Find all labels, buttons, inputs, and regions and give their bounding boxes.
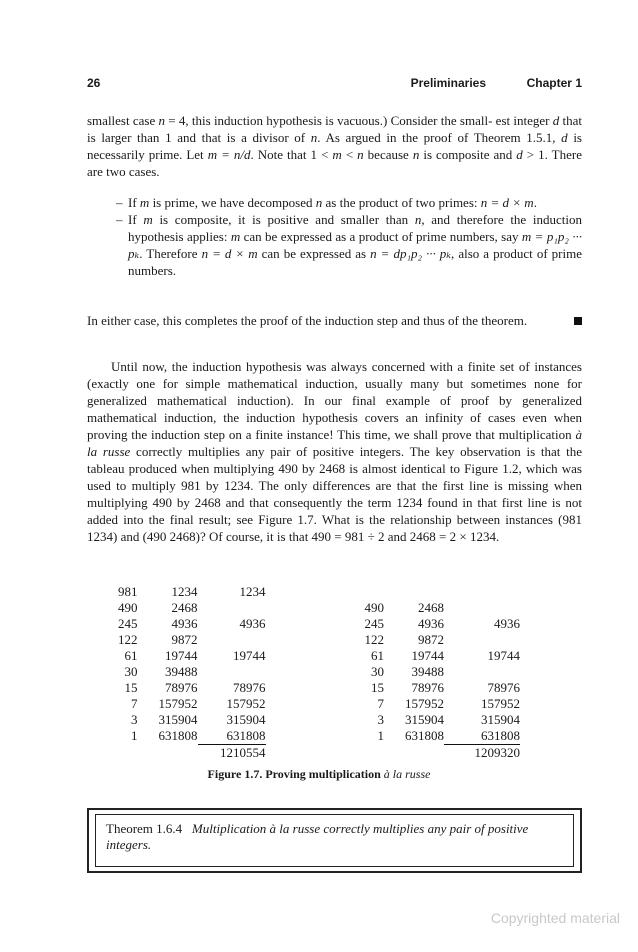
table-cell: 315904 (481, 712, 520, 727)
conclusion-paragraph: In either case, this completes the proof of the induction step and thus of the theorem. (87, 312, 582, 329)
table-cell: 7 (377, 696, 384, 711)
table-cell: 39488 (411, 664, 444, 679)
table-cell: 3 (131, 712, 138, 727)
table-row (118, 696, 266, 712)
table-cell (198, 600, 266, 616)
table-cell: 39488 (165, 664, 198, 679)
table-row (118, 728, 266, 745)
table-cell: 78976 (165, 680, 198, 695)
table-row (356, 696, 520, 712)
theorem-label: Theorem 1.6.4 (106, 821, 183, 836)
table-cell: 157952 (405, 696, 444, 711)
table-cell: 315904 (405, 712, 444, 727)
table-cell: 78976 (487, 680, 520, 695)
page-header (87, 76, 582, 96)
table-cell-empty (138, 745, 198, 762)
table-row (356, 664, 520, 680)
table-cell-empty (356, 745, 384, 762)
table-row (356, 728, 520, 745)
table-cell: 631808 (444, 728, 520, 745)
table-row (356, 648, 520, 664)
table-cell: 245 (364, 616, 384, 631)
section-title: Preliminaries (410, 76, 486, 90)
case-item: – If m is composite, it is positive and smaller than n, and therefore the induction hypothesis applies: m can be expressed as a product of prime numbers, say m = p₁p₂ ··· pₖ. Therefore n = d × m can be expressed as n = dp₁p₂ ··· pₖ, also a product of prime numbers. (116, 212, 582, 278)
table-row (356, 712, 520, 728)
table-cell: 2468 (171, 600, 198, 615)
table-cell: 19744 (165, 648, 198, 663)
table-cell: 1234 (239, 584, 266, 599)
table-row (118, 584, 266, 600)
table-cell (198, 664, 266, 680)
theorem-text: Multiplication à la russe correctly multiplies any pair of positive integers. (106, 821, 529, 852)
table-cell: 631808 (198, 728, 266, 745)
table-cell: 122 (364, 632, 384, 647)
table-row (118, 712, 266, 728)
qed-box-icon (574, 317, 582, 325)
table-cell: 3 (377, 712, 384, 727)
table-cell: 157952 (481, 696, 520, 711)
table-total-row (356, 745, 520, 762)
table-row (118, 600, 266, 616)
table-cell: 631808 (405, 728, 444, 744)
table-cell (444, 664, 520, 680)
table-cell: 78976 (233, 680, 266, 695)
top-paragraph: smallest case n = 4, this induction hypothesis is vacuous.) Consider the small- est integer d that is larger than 1 and that is a divisor of n. As argued in the proof of Theorem 1.5.1, d is necessarily prime. Let m = n/d. Note that 1 < m < n because n is composite and d > 1. There are two cases. (87, 113, 583, 179)
table-cell: 4936 (494, 616, 520, 631)
table-total-row (118, 745, 266, 762)
table-row (356, 616, 520, 632)
table-row (356, 600, 520, 616)
case-item: – If m is prime, we have decomposed n as the product of two primes: n = d × m. (116, 195, 537, 210)
table-cell: 9872 (171, 632, 198, 647)
main-paragraph: Until now, the induction hypothesis was always concerned with a finite set of instances (exactly one for simple mathematical induction, usually many but sometimes none for generalized mathematical induction). In our final example of proof by generalized mathematical induction, the induction hypothesis covers an infinity of cases even when proving the induction step on a finite instance! This time, we shall prove that multiplication à la russe correctly multiplies any pair of positive integers. The key observation is that the tableau produced when multiplying 490 by 2468 is almost identical to Figure 1.2, which was used to multiply 981 by 1234. The only differences are that the first line is missing when multiplying 490 by 2468 and that consequently the term 1234 found in that first line is not added into the final result; see Figure 1.7. What is the relationship between instances (981 1234) and (490 2468)? Of course, it is that 490 = 981 ÷ 2 and 2468 = 2 × 1234. (87, 359, 583, 544)
copyright-watermark: Copyrighted material (490, 910, 620, 926)
table-row (118, 616, 266, 632)
table-cell: 19744 (411, 648, 444, 663)
table-cell: 490 (118, 600, 138, 615)
table-cell: 61 (371, 648, 384, 663)
table-cell: 157952 (226, 696, 266, 711)
table-cell: 315904 (226, 712, 266, 727)
table-cell: 2468 (418, 600, 444, 615)
table-cell: 4936 (239, 616, 266, 631)
page-number: 26 (87, 76, 101, 90)
proof-continuation (87, 112, 582, 180)
multiplication-table-left (118, 584, 266, 761)
table-cell: 61 (124, 648, 138, 663)
table-cell (444, 632, 520, 648)
table-cell: 7 (131, 696, 138, 711)
table-cell: 315904 (158, 712, 198, 727)
table-row (118, 648, 266, 664)
table-cell: 245 (118, 616, 138, 631)
table-cell: 981 (118, 584, 138, 599)
table-cell: 78976 (411, 680, 444, 695)
table-cell: 157952 (158, 696, 198, 711)
table-cell: 1234 (171, 584, 198, 599)
table-row (118, 664, 266, 680)
table-total: 1210554 (220, 745, 266, 760)
table-cell: 1 (131, 728, 138, 744)
table-total: 1209320 (474, 745, 520, 760)
table-cell: 122 (118, 632, 138, 647)
table-cell: 15 (371, 680, 384, 695)
table-row (356, 680, 520, 696)
table-cell (444, 600, 520, 616)
table-cell: 631808 (158, 728, 198, 744)
table-cell: 15 (124, 680, 138, 695)
table-cell: 30 (371, 664, 384, 679)
chapter-title: Chapter 1 (526, 76, 582, 90)
case-list (110, 194, 582, 279)
table-cell: 30 (124, 664, 138, 679)
table-row (118, 632, 266, 648)
table-cell: 19744 (233, 648, 266, 663)
table-cell: 9872 (418, 632, 444, 647)
table-cell (198, 632, 266, 648)
table-row (118, 680, 266, 696)
table-row (356, 632, 520, 648)
figure-caption: Figure 1.7. Proving multiplication à la russe (207, 767, 431, 781)
table-cell: 1 (377, 728, 384, 744)
table-cell-empty (118, 745, 138, 762)
table-cell: 4936 (171, 616, 198, 631)
table-cell: 19744 (487, 648, 520, 663)
table-cell-empty (384, 745, 444, 762)
table-cell: 4936 (418, 616, 444, 631)
theorem-box (87, 808, 582, 873)
multiplication-table-right (356, 600, 520, 761)
table-cell: 490 (364, 600, 384, 615)
